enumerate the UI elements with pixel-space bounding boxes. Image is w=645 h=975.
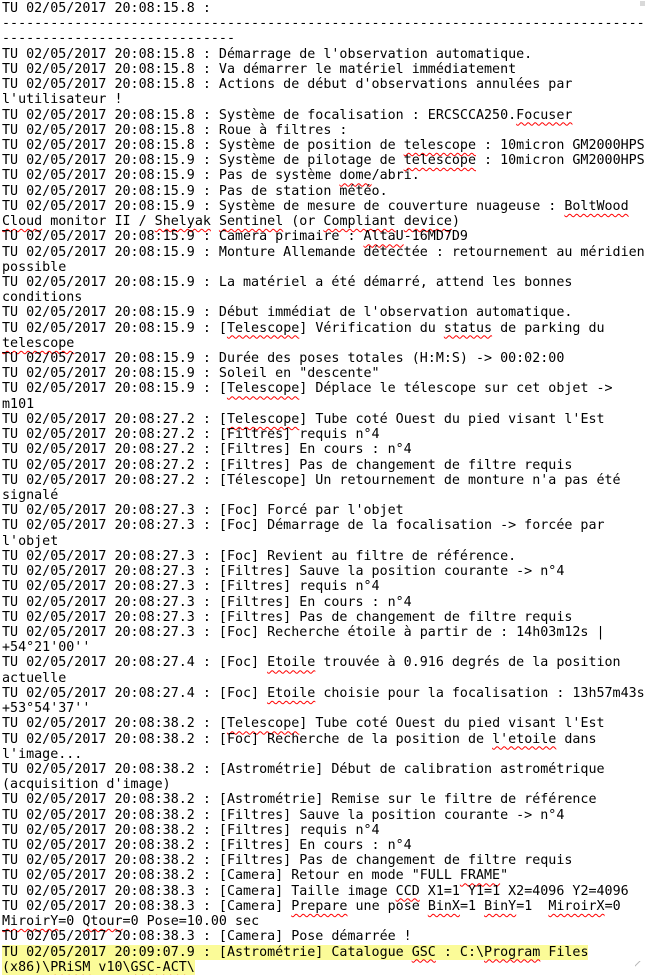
log-text-segment: TU 02/05/2017 20:08:15.9 : Durée des poses totales (H:M:S) -> 00:02:00 bbox=[2, 351, 564, 366]
log-text bbox=[2, 77, 572, 92]
log-text-segment: (x86)\ bbox=[2, 960, 50, 975]
log-line bbox=[2, 229, 645, 244]
log-line bbox=[2, 427, 645, 442]
log-text bbox=[2, 290, 82, 305]
log-text bbox=[2, 214, 460, 229]
log-text bbox=[2, 1, 211, 16]
log-text bbox=[2, 427, 380, 442]
log-text bbox=[2, 366, 380, 381]
log-line bbox=[2, 47, 645, 62]
log-text bbox=[2, 336, 74, 351]
log-line bbox=[2, 92, 645, 107]
log-text-segment: ] Tube coté Ouest du pied visant l'Est bbox=[299, 716, 604, 731]
log-text bbox=[2, 245, 645, 260]
log-line bbox=[2, 123, 645, 138]
log-text-segment: monitor II / bbox=[42, 214, 154, 229]
log-line bbox=[2, 823, 645, 838]
log-line bbox=[2, 321, 645, 336]
log-text bbox=[2, 153, 645, 168]
log-text bbox=[2, 534, 58, 549]
log-text-segment: =0 bbox=[58, 914, 82, 929]
log-line bbox=[2, 564, 645, 579]
misspelled-word: CCD bbox=[396, 884, 420, 899]
log-text bbox=[2, 351, 564, 366]
log-line bbox=[2, 792, 645, 807]
log-text bbox=[2, 31, 235, 46]
log-text bbox=[2, 655, 621, 670]
log-text-segment: TU 02/05/2017 20:08:15.8 : Démarrage de l'observation automatique. bbox=[2, 47, 532, 62]
log-text-segment: TU 02/05/2017 20:08:27.4 : [Foc] bbox=[2, 655, 267, 670]
log-text bbox=[2, 884, 629, 899]
log-text-segment: TU 02/05/2017 20:08:27.2 : [Filtres] Pas de changement de filtre requis bbox=[2, 458, 572, 473]
log-line bbox=[2, 640, 645, 655]
log-text-segment: signalé bbox=[2, 488, 58, 503]
log-text bbox=[2, 549, 516, 564]
misspelled-word: Prepare bbox=[291, 899, 347, 914]
log-text bbox=[2, 47, 532, 62]
log-text-segment: TU 02/05/2017 20:08:15.9 : Système de mesure de couverture nuageuse : bbox=[2, 199, 564, 214]
log-line bbox=[2, 716, 645, 731]
highlighted-log-text bbox=[2, 960, 195, 975]
log-text bbox=[2, 914, 259, 929]
log-text-segment: TU 02/05/2017 20:08:15.9 : Monture Allemande détectée : retournement au méridien bbox=[2, 245, 645, 260]
log-line bbox=[2, 945, 645, 960]
log-text bbox=[2, 184, 388, 199]
log-text bbox=[2, 412, 605, 427]
log-line bbox=[2, 655, 645, 670]
log-line bbox=[2, 473, 645, 488]
log-text bbox=[2, 108, 572, 123]
log-line bbox=[2, 108, 645, 123]
log-line bbox=[2, 488, 645, 503]
log-line bbox=[2, 199, 645, 214]
log-line bbox=[2, 701, 645, 716]
log-text-segment: TU 02/05/2017 20:08:27.3 : [Filtres] Sauve la position courante -> n°4 bbox=[2, 564, 564, 579]
log-text bbox=[2, 610, 572, 625]
log-text-segment: TU 02/05/2017 20:08:27.4 : [Foc] bbox=[2, 686, 267, 701]
log-text bbox=[2, 868, 508, 883]
log-line bbox=[2, 747, 645, 762]
log-text-segment: TU 02/05/2017 20:08:38.2 : [Camera] Retour en mode "FULL bbox=[2, 868, 460, 883]
log-text-segment: v10\ bbox=[90, 960, 130, 975]
misspelled-word: device bbox=[404, 214, 452, 229]
log-text-segment: TU 02/05/2017 20:08:38.3 : [Camera] bbox=[2, 899, 291, 914]
log-text-segment: trouvée à 0.916 degrés de la position bbox=[315, 655, 620, 670]
misspelled-word: Cloud bbox=[2, 214, 42, 229]
log-text bbox=[2, 442, 412, 457]
log-line bbox=[2, 838, 645, 853]
log-text-segment: TU 02/05/2017 20:08:38.2 : [ bbox=[2, 716, 227, 731]
log-text-segment: TU 02/05/2017 20:08:38.2 : [Astrométrie] Remise sur le filtre de référence bbox=[2, 792, 597, 807]
log-text bbox=[2, 701, 90, 716]
log-text-segment: actuelle bbox=[2, 671, 66, 686]
misspelled-word: AltaU bbox=[364, 229, 404, 244]
log-line bbox=[2, 899, 645, 914]
log-text bbox=[2, 671, 66, 686]
misspelled-word: BoltWood bbox=[564, 199, 628, 214]
log-text bbox=[2, 229, 468, 244]
log-text-segment: l'objet bbox=[2, 534, 58, 549]
log-text-segment: TU 02/05/2017 20:08:27.2 : [ bbox=[2, 412, 227, 427]
log-text bbox=[2, 92, 123, 107]
log-text-segment: TU 02/05/2017 20:08:15.8 : Système de position de bbox=[2, 138, 404, 153]
log-text-segment: X1=1 Y1=1 X2=4096 Y2=4096 bbox=[420, 884, 629, 899]
log-text bbox=[2, 138, 645, 153]
log-text bbox=[2, 929, 412, 944]
log-text-segment: \ bbox=[187, 960, 195, 975]
log-text bbox=[2, 260, 66, 275]
misspelled-word: GSC-ACT bbox=[131, 960, 187, 975]
log-text-segment: =0 Pose=10.00 sec bbox=[123, 914, 260, 929]
log-text bbox=[2, 808, 564, 823]
log-text-segment: TU 02/05/2017 20:08:38.2 : [Filtres] Pas de changement de filtre requis bbox=[2, 853, 572, 868]
scrollbar-artifact bbox=[640, 1, 645, 6]
log-text-segment: =1 bbox=[460, 899, 484, 914]
log-text-segment: : 10micron GM2000HPS bbox=[476, 153, 645, 168]
log-text bbox=[2, 199, 629, 214]
log-text-segment: TU 02/05/2017 20:08:27.2 : [Télescope] Un retournement de monture n'a pas été bbox=[2, 473, 621, 488]
log-text-segment: ] Déplace le télescope sur cet objet -> bbox=[299, 381, 612, 396]
misspelled-word: telescope bbox=[2, 336, 74, 351]
log-text-segment: +53°54'37'' bbox=[2, 701, 90, 716]
log-line bbox=[2, 62, 645, 77]
log-text-segment: TU 02/05/2017 20:08:38.2 : [Foc] Recherche de la position de bbox=[2, 732, 492, 747]
misspelled-word: GSC bbox=[412, 945, 436, 960]
log-text bbox=[2, 321, 605, 336]
log-text-segment: : C:\ bbox=[436, 945, 484, 960]
log-text-segment: TU 02/05/2017 20:08:27.2 : [Filtres] requis n°4 bbox=[2, 427, 380, 442]
log-text bbox=[2, 762, 605, 777]
misspelled-word: Program bbox=[484, 945, 540, 960]
misspelled-word: Telescope bbox=[227, 412, 299, 427]
log-text-segment: possible bbox=[2, 260, 66, 275]
log-text bbox=[2, 792, 597, 807]
log-text bbox=[2, 579, 380, 594]
log-line bbox=[2, 777, 645, 792]
log-text-segment: conditions bbox=[2, 290, 82, 305]
log-line bbox=[2, 686, 645, 701]
log-text-segment: " bbox=[500, 868, 508, 883]
log-line bbox=[2, 336, 645, 351]
misspelled-word: dome bbox=[339, 168, 371, 183]
log-text-segment: (or bbox=[283, 214, 323, 229]
log-text-segment: TU 02/05/2017 20:08:15.8 : Système de focalisation : ERCSCCA250. bbox=[2, 108, 516, 123]
log-line bbox=[2, 245, 645, 260]
misspelled-word: Sentinel bbox=[219, 214, 283, 229]
log-line bbox=[2, 868, 645, 883]
log-line bbox=[2, 1, 645, 16]
log-text-segment: TU 02/05/2017 20:08:15.9 : Pas de station météo. bbox=[2, 184, 388, 199]
log-line bbox=[2, 153, 645, 168]
log-line bbox=[2, 458, 645, 473]
log-text bbox=[2, 168, 420, 183]
log-text bbox=[2, 397, 34, 412]
log-text bbox=[2, 16, 645, 31]
misspelled-word: MiroirY bbox=[2, 914, 58, 929]
log-text-segment: TU 02/05/2017 20:08:27.3 : [Foc] Recherche étoile à partir de : 14h03m12s | bbox=[2, 625, 605, 640]
misspelled-word: l'etoile bbox=[492, 732, 556, 747]
log-line bbox=[2, 762, 645, 777]
log-text-segment: TU 02/05/2017 20:08:15.9 : [ bbox=[2, 321, 227, 336]
log-text-segment: TU 02/05/2017 20:08:15.9 : Camera primaire : bbox=[2, 229, 364, 244]
log-text-segment: TU 02/05/2017 20:08:15.8 : Va démarrer le matériel immédiatement bbox=[2, 62, 516, 77]
log-line bbox=[2, 138, 645, 153]
log-text-segment: TU 02/05/2017 20:08:15.9 : Pas de système bbox=[2, 168, 339, 183]
misspelled-word: Telescope bbox=[227, 381, 299, 396]
log-text bbox=[2, 625, 605, 640]
log-text-segment: TU 02/05/2017 20:08:38.2 : [Filtres] En cours : n°4 bbox=[2, 838, 412, 853]
log-line bbox=[2, 214, 645, 229]
log-text-segment: ----------------------------- bbox=[2, 31, 235, 46]
log-text-segment: : 10micron GM2000HPS bbox=[476, 138, 645, 153]
log-text-segment: ) bbox=[452, 214, 460, 229]
log-text bbox=[2, 458, 572, 473]
log-line bbox=[2, 305, 645, 320]
log-text-segment: m101 bbox=[2, 397, 34, 412]
log-text-segment: l'image... bbox=[2, 747, 82, 762]
log-line bbox=[2, 960, 645, 975]
log-text-segment: TU 02/05/2017 20:08:27.3 : [Foc] Forcé par l'objet bbox=[2, 503, 404, 518]
log-text-segment: dans bbox=[556, 732, 596, 747]
log-text-segment: TU 02/05/2017 20:08:38.3 : [Camera] Taille image bbox=[2, 884, 396, 899]
log-text bbox=[2, 853, 572, 868]
log-text-segment: ] Vérification du bbox=[299, 321, 444, 336]
log-line bbox=[2, 31, 645, 46]
log-text bbox=[2, 716, 605, 731]
log-line bbox=[2, 184, 645, 199]
log-text-segment: =0 bbox=[605, 899, 621, 914]
log-text-segment: =1 bbox=[516, 899, 548, 914]
log-line bbox=[2, 366, 645, 381]
log-text bbox=[2, 488, 58, 503]
log-text bbox=[2, 473, 621, 488]
log-text-segment: /abri. bbox=[372, 168, 420, 183]
log-text bbox=[2, 518, 605, 533]
log-text bbox=[2, 62, 516, 77]
log-line bbox=[2, 579, 645, 594]
log-line bbox=[2, 397, 645, 412]
log-line bbox=[2, 732, 645, 747]
log-line bbox=[2, 260, 645, 275]
log-text-segment: TU 02/05/2017 20:09:07.9 : [Astrométrie] Catalogue bbox=[2, 945, 412, 960]
log-line bbox=[2, 168, 645, 183]
log-text-segment: TU 02/05/2017 20:08:38.2 : [Filtres] Sauve la position courante -> n°4 bbox=[2, 808, 564, 823]
log-line bbox=[2, 534, 645, 549]
log-text-segment: TU 02/05/2017 20:08:15.9 : La matériel a été démarré, attend les bonnes bbox=[2, 275, 572, 290]
resize-grip-icon[interactable] bbox=[635, 961, 643, 969]
log-text-segment: TU 02/05/2017 20:08:15.8 : Actions de début d'observations annulées par bbox=[2, 77, 572, 92]
log-line bbox=[2, 503, 645, 518]
misspelled-word: Compliant bbox=[323, 214, 395, 229]
log-text bbox=[2, 732, 597, 747]
log-text-segment: de parking du bbox=[492, 321, 604, 336]
misspelled-word: Focuser bbox=[516, 108, 572, 123]
log-text bbox=[2, 123, 347, 138]
misspelled-word: PRiSM bbox=[50, 960, 90, 975]
log-text bbox=[2, 564, 564, 579]
log-text bbox=[2, 777, 171, 792]
log-text-segment: choisie pour la focalisation : 13h57m43s bbox=[315, 686, 644, 701]
misspelled-word: Etoile bbox=[267, 686, 315, 701]
log-text-segment: -------------------------------------------------------------------------------- bbox=[2, 16, 645, 31]
log-text bbox=[2, 595, 412, 610]
log-line bbox=[2, 518, 645, 533]
log-line bbox=[2, 671, 645, 686]
log-text bbox=[2, 747, 82, 762]
log-text-segment: TU 02/05/2017 20:08:27.3 : [Filtres] requis n°4 bbox=[2, 579, 380, 594]
log-text-segment: TU 02/05/2017 20:08:38.2 : [Astrométrie] Début de calibration astrométrique bbox=[2, 762, 605, 777]
log-text-segment: TU 02/05/2017 20:08:15.9 : Début immédiat de l'observation automatique. bbox=[2, 305, 572, 320]
misspelled-word: BinY bbox=[484, 899, 516, 914]
log-text-segment: TU 02/05/2017 20:08:15.8 : bbox=[2, 1, 211, 16]
log-text-segment: TU 02/05/2017 20:08:27.2 : [Filtres] En cours : n°4 bbox=[2, 442, 412, 457]
log-text bbox=[2, 503, 404, 518]
log-text-segment: TU 02/05/2017 20:08:27.3 : [Filtres] En cours : n°4 bbox=[2, 595, 412, 610]
log-line bbox=[2, 610, 645, 625]
log-text bbox=[2, 275, 572, 290]
log-text bbox=[2, 381, 613, 396]
log-text bbox=[2, 899, 621, 914]
log-text-segment: ] Tube coté Ouest du pied visant l'Est bbox=[299, 412, 604, 427]
log-line bbox=[2, 381, 645, 396]
log-line bbox=[2, 625, 645, 640]
log-line bbox=[2, 290, 645, 305]
log-text-segment: TU 02/05/2017 20:08:15.9 : Système de pilotage de bbox=[2, 153, 404, 168]
log-text-segment: (acquisition d'image) bbox=[2, 777, 171, 792]
log-text-segment: TU 02/05/2017 20:08:38.2 : [Filtres] requis n°4 bbox=[2, 823, 380, 838]
log-text bbox=[2, 305, 572, 320]
log-line bbox=[2, 442, 645, 457]
log-text bbox=[2, 640, 90, 655]
log-line bbox=[2, 275, 645, 290]
log-line bbox=[2, 595, 645, 610]
log-text bbox=[2, 838, 412, 853]
misspelled-word: Qtour bbox=[82, 914, 122, 929]
log-line bbox=[2, 853, 645, 868]
misspelled-word: status bbox=[444, 321, 492, 336]
log-text-segment: TU 02/05/2017 20:08:38.3 : [Camera] Pose démarrée ! bbox=[2, 929, 412, 944]
log-text-segment: TU 02/05/2017 20:08:27.3 : [Filtres] Pas de changement de filtre requis bbox=[2, 610, 572, 625]
log-text-segment: TU 02/05/2017 20:08:27.3 : [Foc] Revient au filtre de référence. bbox=[2, 549, 516, 564]
log-line bbox=[2, 16, 645, 31]
log-line bbox=[2, 549, 645, 564]
misspelled-word: telescope bbox=[404, 153, 476, 168]
log-line bbox=[2, 351, 645, 366]
misspelled-word: MiroirX bbox=[548, 899, 604, 914]
misspelled-word: Telescope bbox=[227, 321, 299, 336]
log-line bbox=[2, 929, 645, 944]
misspelled-word: FRAME bbox=[460, 868, 500, 883]
log-text-segment: TU 02/05/2017 20:08:15.9 : Soleil en "descente" bbox=[2, 366, 380, 381]
misspelled-word: BinX bbox=[428, 899, 460, 914]
log-text-segment: TU 02/05/2017 20:08:15.8 : Roue à filtres : bbox=[2, 123, 347, 138]
misspelled-word: Telescope bbox=[227, 716, 299, 731]
log-text-segment: +54°21'00'' bbox=[2, 640, 90, 655]
log-line bbox=[2, 914, 645, 929]
log-line bbox=[2, 412, 645, 427]
log-text-segment: -16MD7D9 bbox=[404, 229, 468, 244]
log-text-segment bbox=[211, 214, 219, 229]
log-line bbox=[2, 884, 645, 899]
misspelled-word: telescope bbox=[404, 138, 476, 153]
log-line bbox=[2, 77, 645, 92]
log-text bbox=[2, 686, 645, 701]
log-text-segment bbox=[396, 214, 404, 229]
misspelled-word: Shelyak bbox=[155, 214, 211, 229]
log-text-segment: TU 02/05/2017 20:08:15.9 : [ bbox=[2, 381, 227, 396]
misspelled-word: Etoile bbox=[267, 655, 315, 670]
log-text-segment: une pose bbox=[347, 899, 427, 914]
log-line bbox=[2, 808, 645, 823]
log-text-segment: TU 02/05/2017 20:08:27.3 : [Foc] Démarrage de la focalisation -> forcée par bbox=[2, 518, 605, 533]
log-text-segment: Files bbox=[540, 945, 588, 960]
highlighted-log-text bbox=[2, 945, 588, 960]
log-text-segment: l'utilisateur ! bbox=[2, 92, 123, 107]
log-text bbox=[2, 823, 380, 838]
